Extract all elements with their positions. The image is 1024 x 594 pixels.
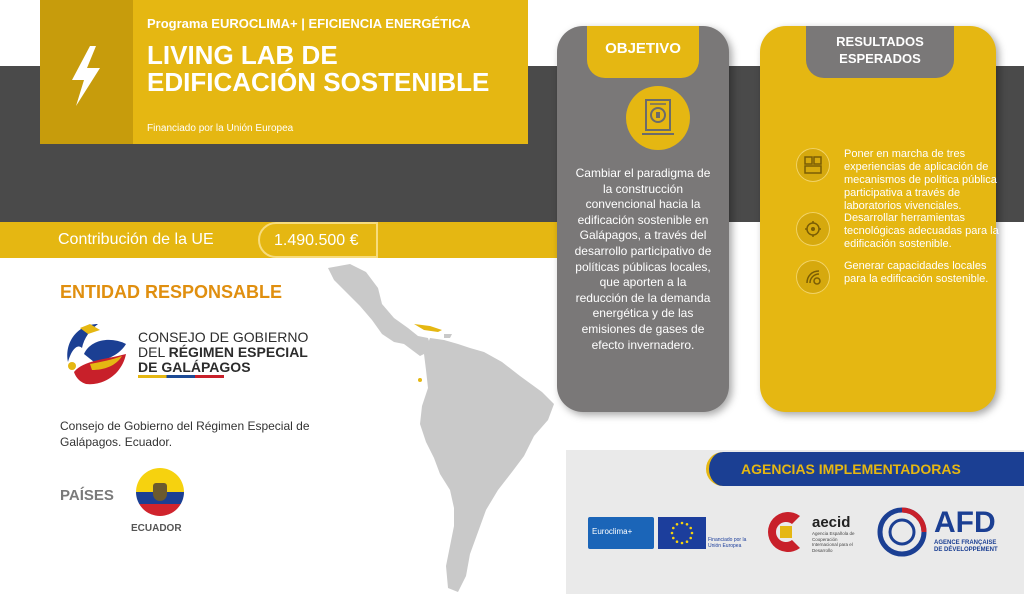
aecid-logo-icon — [762, 508, 804, 556]
objective-text: Cambiar el paradigma de la construcción convencional hacia la edificación sostenible en Galápagos, a través del desarrollo participativo de políticas públicas locales, que aporten a la reducción de la demanda energética y de las emisiones de gases de efecto invernadero. — [574, 166, 712, 352]
results-title: RESULTADOS ESPERADOS — [806, 26, 954, 78]
logo-line-3: DE GALÁPAGOS — [138, 359, 251, 375]
agencies-title: AGENCIAS IMPLEMENTADORAS — [706, 452, 1024, 486]
galapagos-council-logo — [60, 318, 130, 390]
sustainable-building-icon — [626, 86, 690, 150]
entity-description: Consejo de Gobierno del Régimen Especial de Galápagos. Ecuador. — [60, 419, 310, 449]
countries-label: PAÍSES — [60, 487, 114, 504]
lightning-icon — [66, 46, 106, 106]
header-panel — [40, 0, 528, 144]
funded-by-label: Financiado por la Unión Europea — [147, 123, 294, 134]
ecuador-flag-icon — [136, 468, 184, 516]
euroclima-logo: Euroclima+ — [588, 517, 654, 549]
galapagos-council-logo-text — [138, 330, 308, 375]
contribution-value: 1.490.500 € — [258, 222, 378, 258]
afd-caption: AGENCE FRANÇAISE DE DÉVELOPPEMENT — [934, 540, 998, 553]
results-card — [760, 26, 999, 412]
flag-crest — [153, 483, 167, 501]
objective-title: OBJETIVO — [587, 26, 699, 78]
afd-logo-icon — [876, 506, 928, 558]
program-label: Programa EUROCLIMA+ | EFICIENCIA ENERGÉTICA — [147, 16, 471, 31]
logo-line-2: DEL RÉGIMEN ESPECIAL — [138, 344, 308, 360]
header-icon-box — [40, 0, 133, 144]
entity-section-title: ENTIDAD RESPONSABLE — [60, 282, 283, 302]
capacity-icon — [796, 260, 830, 294]
result-text: Generar capacidades locales para la edificación sostenible. — [844, 260, 989, 285]
result-text: Desarrollar herramientas tecnológicas adecuadas para la edificación sostenible. — [844, 212, 999, 250]
logo-line-1: CONSEJO DE GOBIERNO — [138, 329, 309, 345]
country-name: ECUADOR — [131, 523, 182, 534]
afd-logo-text: AFD — [934, 506, 996, 539]
aecid-caption: Agencia Española de Cooperación Internacional para el Desarrollo — [812, 531, 855, 553]
objective-card — [557, 26, 729, 412]
tools-icon — [796, 212, 830, 246]
experience-icon — [796, 148, 830, 182]
page-title: LIVING LAB DE EDIFICACIÓN SOSTENIBLE — [147, 40, 490, 97]
aecid-logo-text: aecid — [812, 514, 851, 531]
eu-caption: Financiado por la Unión Europea — [708, 537, 747, 549]
logo-color-stripe — [138, 375, 224, 378]
contribution-label: Contribución de la UE — [58, 231, 214, 248]
eu-flag-icon — [658, 517, 706, 549]
result-text: Poner en marcha de tres experiencias de aplicación de mecanismos de política pública participativa a través de laboratorios vivenciales. — [844, 148, 997, 212]
